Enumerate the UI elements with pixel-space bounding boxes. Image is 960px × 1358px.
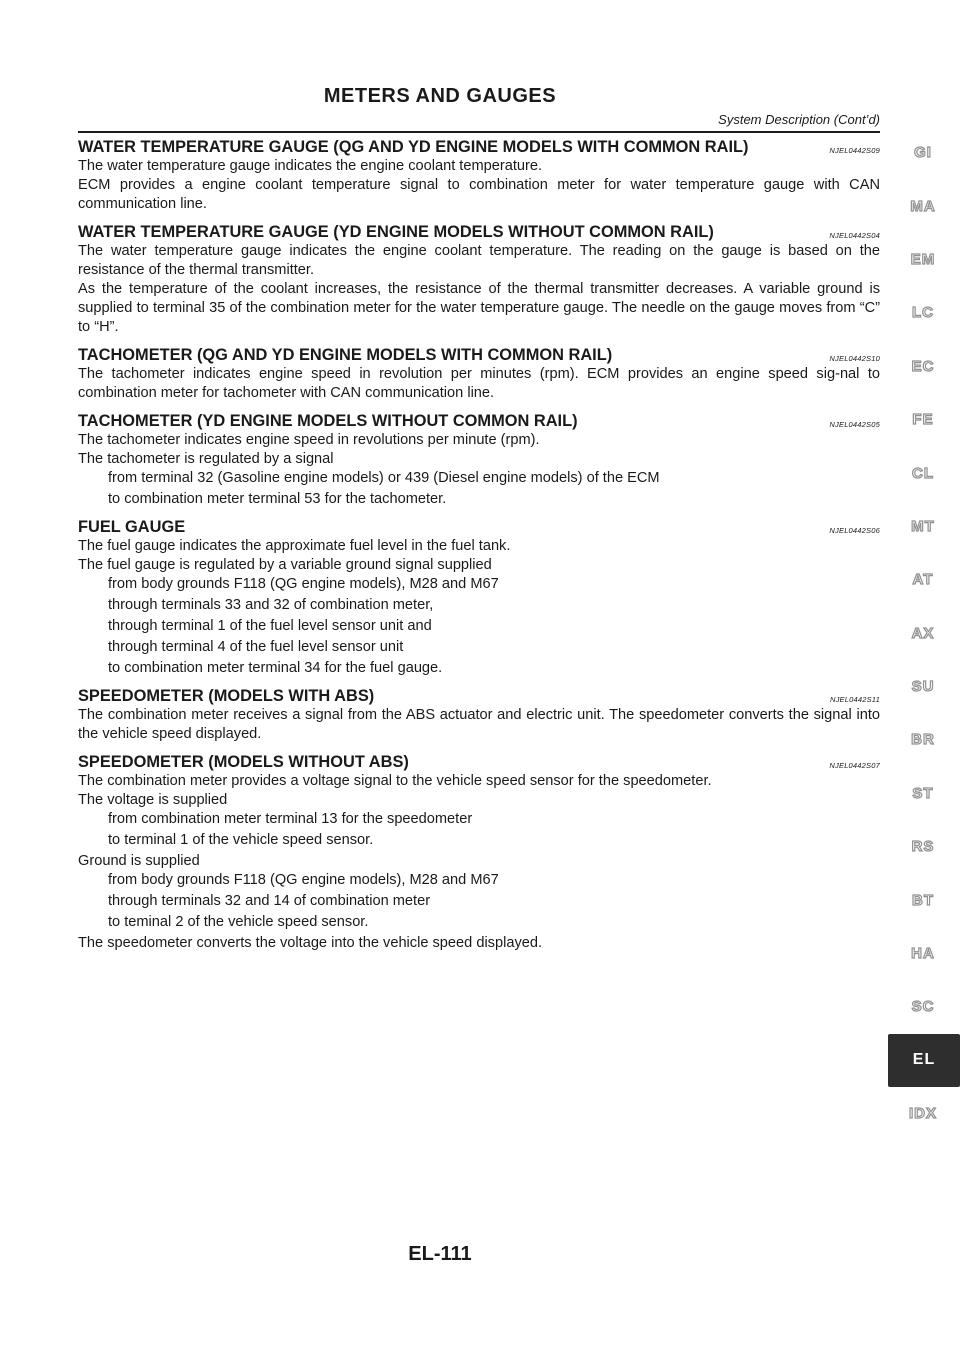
section-heading-text: SPEEDOMETER (MODELS WITH ABS) xyxy=(78,687,375,705)
section-tab-label: AX xyxy=(911,624,935,642)
section-tab-st[interactable] xyxy=(886,767,960,820)
section-tab-label: IDX xyxy=(908,1105,937,1123)
section-tab-gi[interactable] xyxy=(886,126,960,179)
section-heading xyxy=(78,138,880,157)
section-reference-code: NJEL0442S07 xyxy=(829,761,880,770)
indented-line: through terminals 33 and 32 of combination meter, xyxy=(108,597,434,613)
header-divider xyxy=(78,131,880,133)
section xyxy=(78,753,880,953)
section-tab-at[interactable] xyxy=(886,553,960,606)
section-tab-ec[interactable] xyxy=(886,340,960,393)
indented-line: to combination meter terminal 34 for the fuel gauge. xyxy=(108,660,443,676)
indented-line: to combination meter terminal 53 for the tachometer. xyxy=(108,491,447,507)
paragraph: Ground is supplied xyxy=(78,853,200,869)
section-tab-label: BT xyxy=(912,891,934,909)
paragraph: The tachometer indicates engine speed in revolution per minutes (rpm). ECM provides an engine speed sig-nal to combination meter for tachometer with CAN communication line. xyxy=(78,366,880,401)
section-tab-label: FE xyxy=(912,411,934,429)
section-tab-bt[interactable] xyxy=(886,873,960,926)
section-tab-label: CL xyxy=(912,464,934,482)
indented-line: from terminal 32 (Gasoline engine models) or 439 (Diesel engine models) of the ECM xyxy=(108,470,660,486)
section-tab-label: HA xyxy=(911,945,935,963)
indented-line: through terminals 32 and 14 of combination meter xyxy=(108,893,431,909)
section-heading-text: FUEL GAUGE xyxy=(78,518,186,536)
section-reference-code: NJEL0442S09 xyxy=(829,146,880,155)
section-heading xyxy=(78,346,880,365)
section-tab-label: GI xyxy=(914,144,932,162)
paragraph: The tachometer indicates engine speed in revolutions per minute (rpm). xyxy=(78,432,540,448)
indented-line: from combination meter terminal 13 for the speedometer xyxy=(108,811,473,827)
section-reference-code: NJEL0442S04 xyxy=(829,231,880,240)
paragraph: The combination meter provides a voltage signal to the vehicle speed sensor for the speedometer. xyxy=(78,773,712,789)
section-tab-label: EM xyxy=(910,250,936,268)
section-tab-label: BR xyxy=(911,731,935,749)
indented-line: through terminal 4 of the fuel level sensor unit xyxy=(108,639,404,655)
section xyxy=(78,346,880,403)
paragraph: The water temperature gauge indicates the engine coolant temperature. xyxy=(78,158,543,174)
indented-line: to teminal 2 of the vehicle speed sensor. xyxy=(108,914,369,930)
section xyxy=(78,412,880,509)
indented-line: from body grounds F118 (QG engine models), M28 and M67 xyxy=(108,872,499,888)
section-heading xyxy=(78,223,880,242)
section-reference-code: NJEL0442S11 xyxy=(829,695,880,704)
section-tab-lc[interactable] xyxy=(886,286,960,339)
section-tab-el[interactable] xyxy=(888,1034,960,1087)
section-heading-text: SPEEDOMETER (MODELS WITHOUT ABS) xyxy=(78,753,409,771)
section-tab-ma[interactable] xyxy=(886,179,960,232)
section-reference-code: NJEL0442S05 xyxy=(829,420,880,429)
section-heading-text: WATER TEMPERATURE GAUGE (YD ENGINE MODELS WITHOUT COMMON RAIL) xyxy=(78,223,714,241)
paragraph: As the temperature of the coolant increases, the resistance of the thermal transmitter decreases. A variable ground is supplied to terminal 35 of the combination meter for the water temperature gauge. The needle on the gauge moves from “C” to “H”. xyxy=(78,281,880,335)
section-tab-label: AT xyxy=(912,571,934,589)
section-heading-text: TACHOMETER (QG AND YD ENGINE MODELS WITH COMMON RAIL) xyxy=(78,346,613,364)
section-tab-em[interactable] xyxy=(886,233,960,286)
section xyxy=(78,687,880,744)
section-tab-idx[interactable] xyxy=(886,1087,960,1140)
section-tab-label: MT xyxy=(911,517,935,535)
indented-line: to terminal 1 of the vehicle speed sensor. xyxy=(108,832,374,848)
section-tab-mt[interactable] xyxy=(886,500,960,553)
indented-line: through terminal 1 of the fuel level sensor unit and xyxy=(108,618,432,634)
section-reference-code: NJEL0442S06 xyxy=(829,526,880,535)
section-heading xyxy=(78,412,880,431)
section-heading-text: WATER TEMPERATURE GAUGE (QG AND YD ENGINE MODELS WITH COMMON RAIL) xyxy=(78,138,749,156)
paragraph: ECM provides a engine coolant temperature signal to combination meter for water temperature gauge with CAN communication line. xyxy=(78,177,880,212)
section-tab-label: SU xyxy=(911,678,935,696)
section-tab-su[interactable] xyxy=(886,660,960,713)
section-tab-fe[interactable] xyxy=(886,393,960,446)
section-tab-label: EL xyxy=(912,1051,936,1069)
section-tab-label: SC xyxy=(911,998,935,1016)
section-tab-cl[interactable] xyxy=(886,446,960,499)
section-tab-ax[interactable] xyxy=(886,607,960,660)
page-title: METERS AND GAUGES xyxy=(323,85,557,107)
paragraph: The fuel gauge indicates the approximate fuel level in the fuel tank. xyxy=(78,538,511,554)
section-heading xyxy=(78,687,880,706)
section-tab-label: EC xyxy=(911,357,935,375)
paragraph: The fuel gauge is regulated by a variable ground signal supplied xyxy=(78,557,492,573)
document-body xyxy=(78,138,880,962)
paragraph: The combination meter receives a signal from the ABS actuator and electric unit. The speedometer converts the signal into the vehicle speed displayed. xyxy=(78,707,880,742)
page-number: EL-111 xyxy=(408,1243,472,1265)
section xyxy=(78,138,880,214)
section-heading xyxy=(78,753,880,772)
indented-line: from body grounds F118 (QG engine models), M28 and M67 xyxy=(108,576,499,592)
section-heading xyxy=(78,518,880,537)
section-tab-sc[interactable] xyxy=(886,980,960,1033)
page-header xyxy=(0,85,880,127)
section-heading-text: TACHOMETER (YD ENGINE MODELS WITHOUT COMMON RAIL) xyxy=(78,412,578,430)
section-tab-label: MA xyxy=(910,197,936,215)
section-tab-rs[interactable] xyxy=(886,820,960,873)
section-tab-label: ST xyxy=(912,784,934,802)
paragraph: The tachometer is regulated by a signal xyxy=(78,451,334,467)
section xyxy=(78,518,880,678)
section xyxy=(78,223,880,337)
section-tab-ha[interactable] xyxy=(886,927,960,980)
section-reference-code: NJEL0442S10 xyxy=(829,354,880,363)
section-tab-label: LC xyxy=(912,304,934,322)
paragraph: The voltage is supplied xyxy=(78,792,228,808)
paragraph: The speedometer converts the voltage into the vehicle speed displayed. xyxy=(78,935,543,951)
section-tab-index xyxy=(886,126,960,1140)
paragraph: The water temperature gauge indicates the engine coolant temperature. The reading on the gauge is based on the resistance of the thermal transmitter. xyxy=(78,243,880,278)
section-tab-label: RS xyxy=(911,838,935,856)
section-tab-br[interactable] xyxy=(886,713,960,766)
page-subtitle: System Description (Cont’d) xyxy=(718,112,880,127)
